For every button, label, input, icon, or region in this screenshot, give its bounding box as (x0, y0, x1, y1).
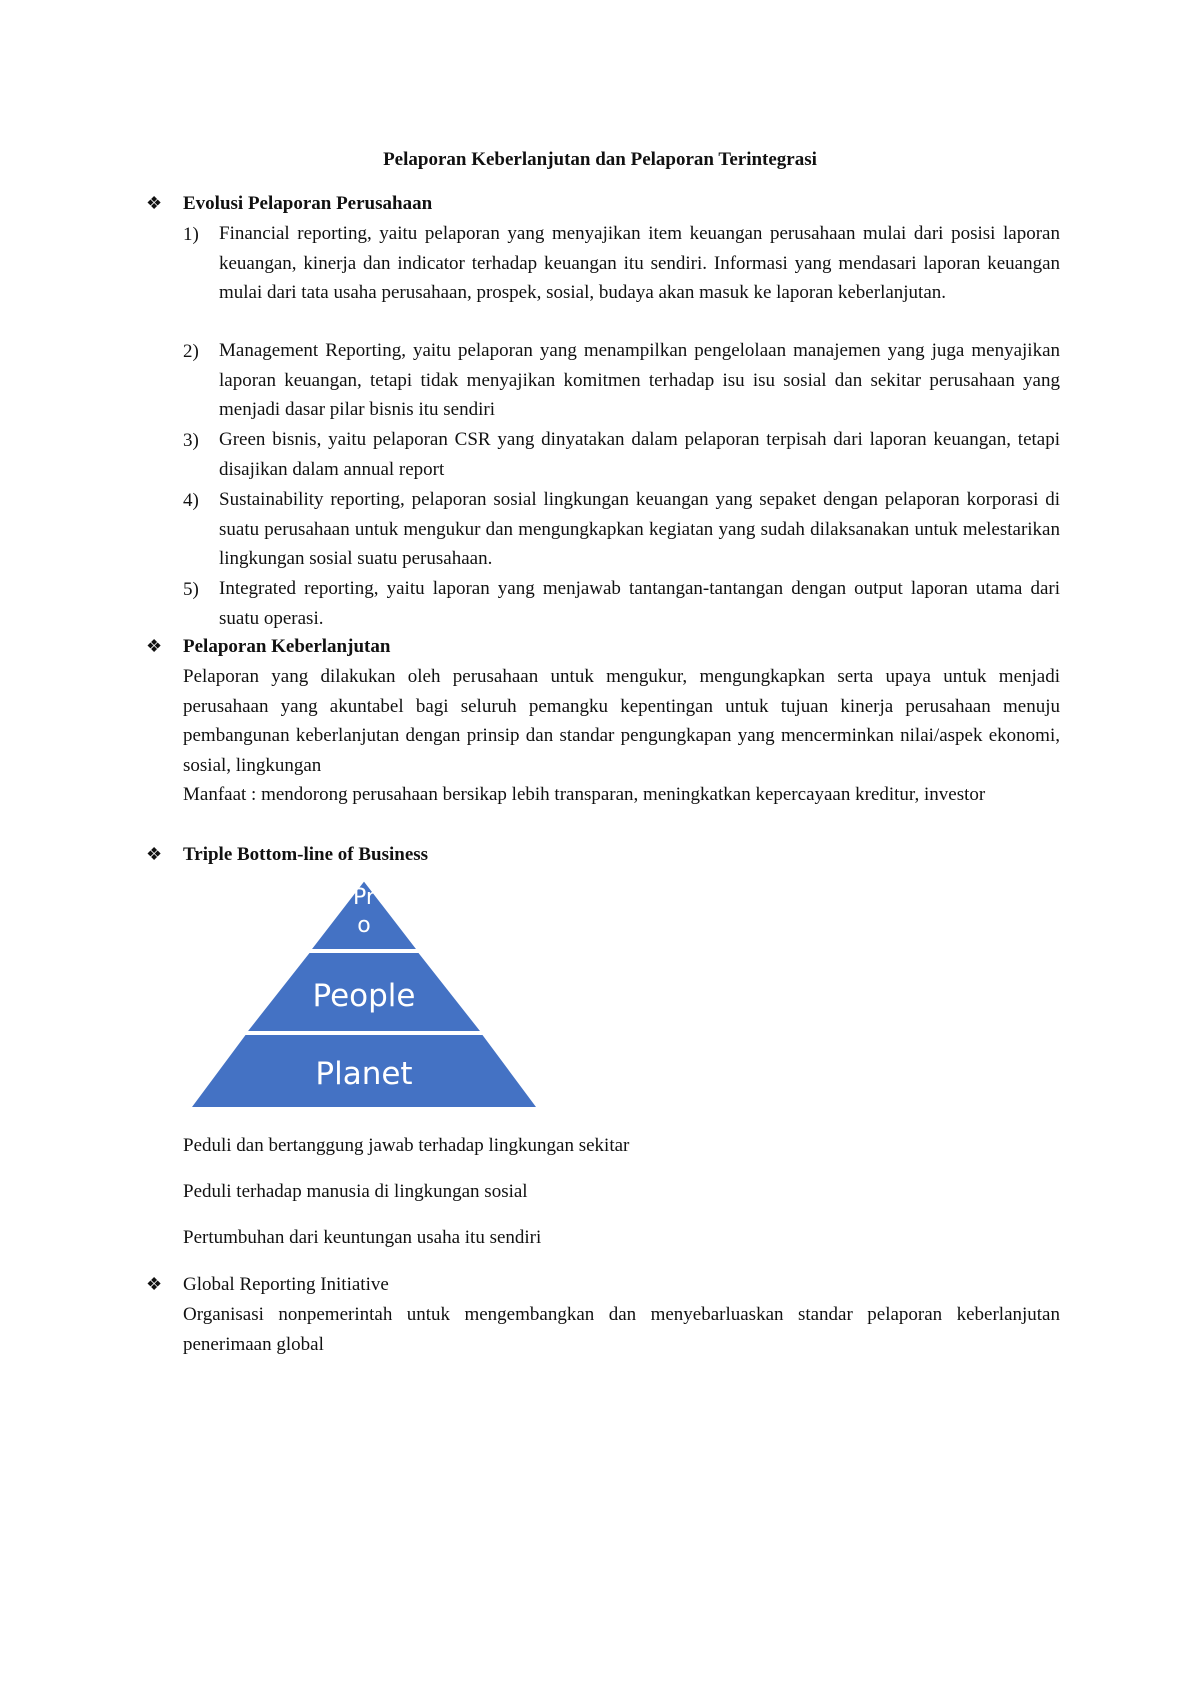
section-heading-pelaporan: Pelaporan Keberlanjutan (183, 636, 391, 657)
description-profit: Pertumbuhan dari keuntungan usaha itu sendiri (183, 1227, 542, 1248)
description-planet: Peduli dan bertanggung jawab terhadap lingkungan sekitar (183, 1135, 630, 1156)
diamond-bullet-icon: ❖ (146, 636, 163, 656)
section-paragraph: Organisasi nonpemerintah untuk mengembangkan dan menyebarluaskan standar pelaporan keberlanjutan penerimaan global (183, 1304, 1060, 1355)
list-number: 5) (183, 579, 199, 600)
section-heading-triple: Triple Bottom-line of Business (183, 844, 429, 865)
list-number: 1) (183, 224, 199, 245)
page-title: Pelaporan Keberlanjutan dan Pelaporan Terintegrasi (383, 149, 817, 170)
diamond-bullet-icon: ❖ (146, 193, 163, 213)
list-number: 3) (183, 430, 199, 451)
list-item: Financial reporting, yaitu pelaporan yang menyajikan item keuangan perusahaan mulai dari posisi laporan keuangan, kinerja dan indicator terhadap keuangan itu sendiri. Informasi yang mendasari laporan keuangan mulai dari tata usaha perusahaan, prospek, sosial, budaya akan masuk ke laporan keberlanjutan. (219, 223, 1060, 303)
diamond-bullet-icon: ❖ (146, 844, 163, 864)
section-heading-evolusi: Evolusi Pelaporan Perusahaan (183, 193, 433, 214)
pyramid-bottom-label: Planet (315, 1056, 413, 1092)
pyramid-middle-label: People (312, 978, 416, 1014)
list-item: Green bisnis, yaitu pelaporan CSR yang dinyatakan dalam pelaporan terpisah dari laporan keuangan, tetapi disajikan dalam annual report (219, 429, 1060, 480)
pyramid-top-label: Pr (353, 885, 375, 910)
list-number: 2) (183, 341, 199, 362)
list-item: Integrated reporting, yaitu laporan yang menjawab tantangan-tantangan dengan output laporan utama dari suatu operasi. (219, 578, 1060, 629)
section-heading-gri: Global Reporting Initiative (183, 1274, 389, 1295)
benefit-text: Manfaat : mendorong perusahaan bersikap lebih transparan, meningkatkan kepercayaan kreditur, investor (183, 784, 986, 805)
triple-bottom-line-pyramid (186, 880, 542, 1110)
section-paragraph: Pelaporan yang dilakukan oleh perusahaan untuk mengukur, mengungkapkan serta upaya untuk menjadi perusahaan yang akuntabel bagi seluruh pemangku kepentingan untuk tujuan kinerja perusahaan menuju pembangunan keberlanjutan dengan prinsip dan standar pengungkapan yang mencerminkan nilai/aspek ekonomi, sosial, lingkungan (183, 666, 1060, 776)
list-item: Sustainability reporting, pelaporan sosial lingkungan keuangan yang sepaket dengan pelaporan korporasi di suatu perusahaan untuk mengukur dan mengungkapkan kegiatan yang sudah dilaksanakan untuk melestarikan lingkungan sosial suatu perusahaan. (219, 489, 1060, 569)
description-people: Peduli terhadap manusia di lingkungan sosial (183, 1181, 528, 1202)
diamond-bullet-icon: ❖ (146, 1274, 163, 1294)
pyramid-top-label-2: o (357, 913, 371, 938)
list-number: 4) (183, 490, 199, 511)
list-item: Management Reporting, yaitu pelaporan yang menampilkan pengelolaan manajemen yang juga menyajikan laporan keuangan, tetapi tidak menyajikan komitmen terhadap isu isu sosial dan sekitar perusahaan yang menjadi dasar pilar bisnis itu sendiri (219, 340, 1060, 420)
